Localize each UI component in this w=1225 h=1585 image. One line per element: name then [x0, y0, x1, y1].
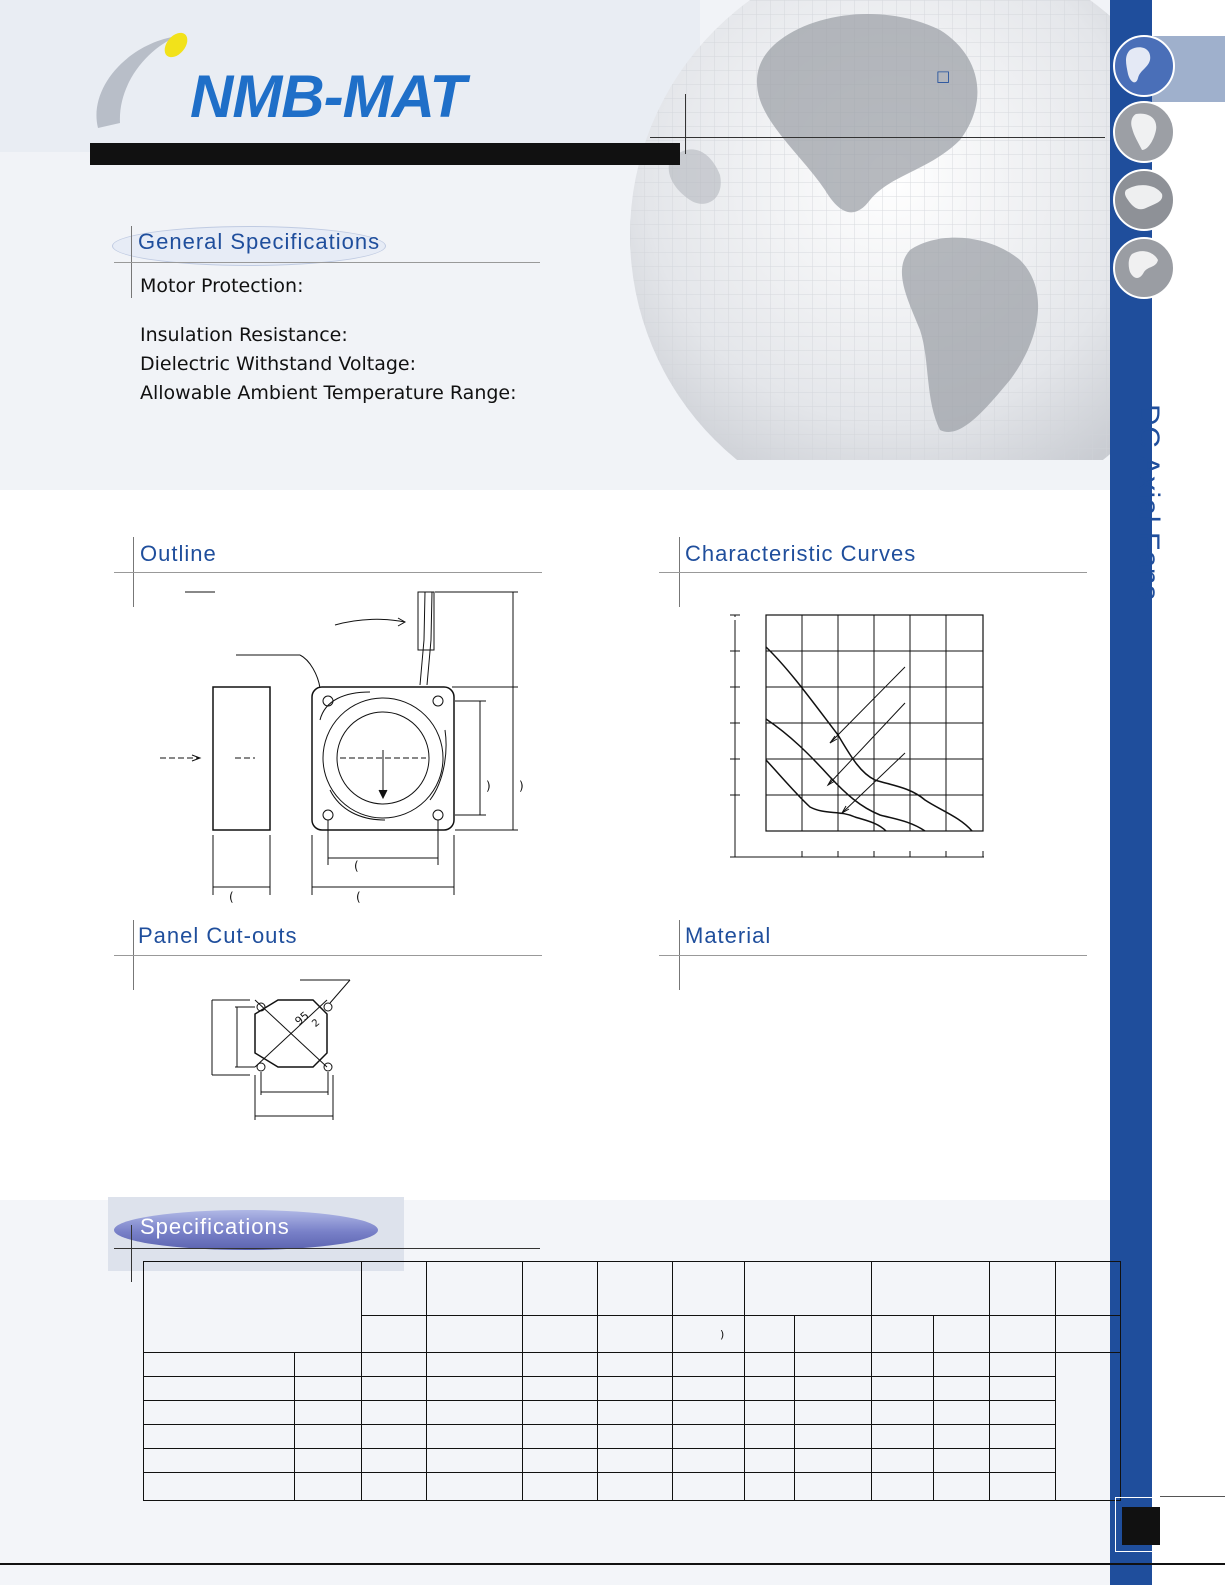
table-header-cell: [1055, 1262, 1120, 1316]
table-header-cell: [426, 1316, 522, 1353]
characteristic-curves-chart: [720, 595, 1000, 865]
section-rule: [114, 262, 540, 263]
table-row: [144, 1425, 1121, 1449]
table-header-cell: ): [673, 1316, 745, 1353]
globe-americas-icon[interactable]: [1112, 34, 1176, 98]
section-rule: [114, 1248, 540, 1249]
globe-europe-icon[interactable]: [1112, 236, 1176, 300]
dielectric-voltage-label: Dielectric Withstand Voltage:: [140, 353, 416, 375]
sidebar-title: DC Axial Fans: [1132, 404, 1165, 601]
outline-paren-mark: ): [486, 779, 491, 793]
table-header-cell: [1055, 1316, 1120, 1353]
panel-cutouts-heading: Panel Cut-outs: [138, 923, 298, 948]
footer-rule-right: [1160, 1496, 1225, 1497]
table-header-cell: [144, 1262, 362, 1353]
cutout-hole-label: 95: [292, 1009, 312, 1028]
table-row: [144, 1473, 1121, 1501]
footer-rule: [0, 1563, 1225, 1565]
header-rule: [650, 137, 1105, 138]
temperature-range-label: Allowable Ambient Temperature Range:: [140, 382, 517, 404]
table-header-cell: [745, 1316, 795, 1353]
header-vertical-rule: [685, 94, 686, 154]
table-header-cell: [598, 1262, 673, 1316]
section-rule: [114, 955, 542, 956]
outline-heading: Outline: [140, 541, 217, 566]
table-header-cell: [872, 1262, 990, 1316]
general-specs-heading: General Specifications: [138, 229, 381, 254]
table-header-cell: [990, 1262, 1056, 1316]
table-row: [144, 1353, 1121, 1377]
table-row: [144, 1377, 1121, 1401]
motor-protection-label: Motor Protection:: [140, 275, 304, 297]
table-header-cell: [426, 1262, 522, 1316]
globe-graphic: [630, 0, 1110, 460]
outline-paren-mark: (: [354, 859, 359, 873]
globe-africa-icon[interactable]: [1112, 100, 1176, 164]
checkbox-icon: □: [936, 67, 951, 85]
header-black-bar: [90, 143, 680, 165]
page-number-block: [1122, 1507, 1160, 1545]
brand-logo: NMB-MAT: [190, 63, 466, 130]
cutout-hole-sub: 2: [310, 1017, 323, 1030]
table-header-row: [144, 1262, 1121, 1316]
table-header-cell: [872, 1316, 934, 1353]
specifications-heading: Specifications: [140, 1214, 290, 1239]
section-rule: [659, 955, 1087, 956]
section-rule: [659, 572, 1087, 573]
outline-paren-mark: ): [519, 779, 524, 793]
table-row: [144, 1401, 1121, 1425]
table-header-cell: [598, 1316, 673, 1353]
table-header-cell: [673, 1262, 745, 1316]
outline-paren-mark: (: [229, 890, 234, 904]
section-rule: [114, 572, 542, 573]
table-header-cell: [361, 1316, 426, 1353]
globe-asia-icon[interactable]: [1112, 168, 1176, 232]
table-header-cell: [934, 1316, 990, 1353]
outline-paren-mark: (: [356, 890, 361, 904]
table-header-cell: [745, 1262, 872, 1316]
material-heading: Material: [685, 923, 772, 948]
table-header-cell: [795, 1316, 872, 1353]
table-row: [144, 1449, 1121, 1473]
outline-drawing: [140, 580, 560, 910]
table-header-cell: [990, 1316, 1056, 1353]
table-header-cell: [361, 1262, 426, 1316]
characteristic-curves-heading: Characteristic Curves: [685, 541, 917, 566]
section-tick: [131, 1225, 132, 1282]
table-header-cell: [522, 1316, 598, 1353]
table-header-cell: [522, 1262, 598, 1316]
panel-cutouts-drawing: [200, 975, 370, 1125]
specifications-table: [143, 1261, 1121, 1501]
insulation-resistance-label: Insulation Resistance:: [140, 324, 348, 346]
